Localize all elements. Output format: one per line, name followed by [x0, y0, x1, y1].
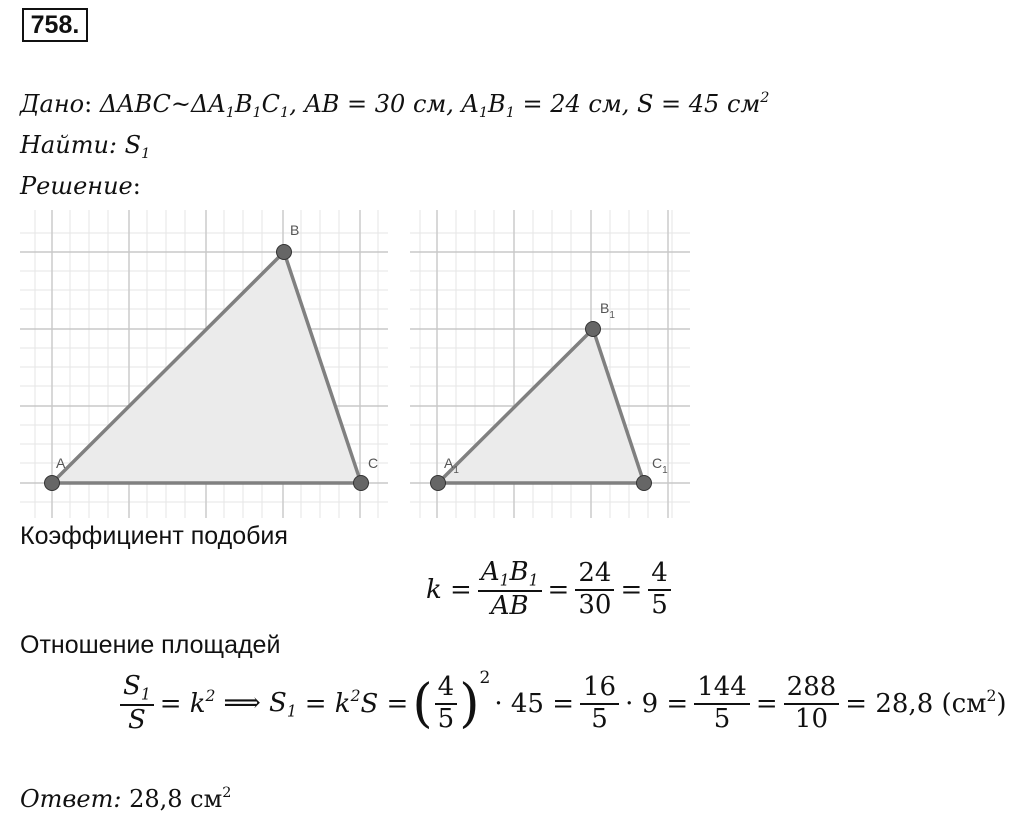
eq-1: =	[547, 575, 570, 606]
answer-value: 28,8 $см^2$	[129, 784, 232, 813]
given-line	[20, 90, 769, 121]
point-a1	[431, 476, 446, 491]
label-a: A	[56, 455, 66, 471]
eq-3: =	[755, 689, 778, 720]
triangles-figure	[0, 200, 700, 520]
given-sep: :	[84, 90, 93, 118]
given-label: Дано	[20, 90, 85, 118]
label-c1: $C_1$	[652, 455, 668, 476]
solution-line	[20, 172, 141, 200]
given-triangles: $\Delta ABC\sim\Delta A_1B_1C_1$	[99, 90, 290, 122]
eq-k2: = $k^2$	[159, 687, 216, 720]
area-formula	[118, 668, 1011, 736]
frac-a1b1-ab: $\frac{A_1B_1}{AB}$	[478, 558, 542, 622]
frac-288-10: $\frac{288}{10}$	[784, 673, 840, 735]
point-b1	[586, 322, 601, 337]
point-c1	[637, 476, 652, 491]
answer-label: Ответ:	[20, 785, 122, 813]
point-a	[45, 476, 60, 491]
label-c: C	[368, 455, 379, 471]
times-45: · 45 =	[494, 689, 574, 720]
find-line	[20, 131, 150, 162]
frac-s1-s: $\frac{S_1}{S}$	[120, 672, 154, 736]
frac-4-5: $\frac{4}{5}$	[648, 559, 671, 621]
k-eq: k =	[426, 575, 472, 606]
label-a1: $A_1$	[444, 455, 459, 476]
frac-144-5: $\frac{144}{5}$	[694, 673, 750, 735]
implies-s1: ⟹ $S_1$	[223, 687, 297, 721]
frac-4-5-paren: $\frac{4}{5}$	[435, 673, 458, 735]
paren-right: )	[459, 674, 480, 735]
paren-left: (	[412, 674, 433, 735]
answer-line	[20, 785, 231, 813]
area-heading: Отношение площадей	[20, 631, 281, 659]
times-9: · 9 =	[625, 689, 689, 720]
find-label: Найти:	[20, 131, 117, 159]
label-b: B	[290, 222, 300, 238]
eq-k2s: = $k^2S$ =	[304, 687, 409, 720]
label-b1: $B_1$	[600, 300, 615, 321]
point-b	[277, 245, 292, 260]
similarity-formula	[422, 558, 673, 622]
area-result: = 28,8 $(см^2)$	[845, 687, 1007, 720]
point-c	[354, 476, 369, 491]
solution-label: Решение	[20, 172, 133, 200]
solution-sep: :	[132, 172, 141, 200]
similarity-heading: Коэффициент подобия	[20, 522, 288, 550]
frac-16-5: $\frac{16}{5}$	[580, 673, 619, 735]
problem-number: 758.	[22, 8, 88, 42]
given-ab: , AB = 30 см, $A_1B_1 = 24$ см, S = 45 $см^2$	[289, 89, 770, 122]
eq-2: =	[620, 575, 643, 606]
paren-exp: 2	[479, 668, 491, 688]
frac-24-30: $\frac{24}{30}$	[575, 559, 614, 621]
find-value: $S_1$	[124, 131, 151, 163]
